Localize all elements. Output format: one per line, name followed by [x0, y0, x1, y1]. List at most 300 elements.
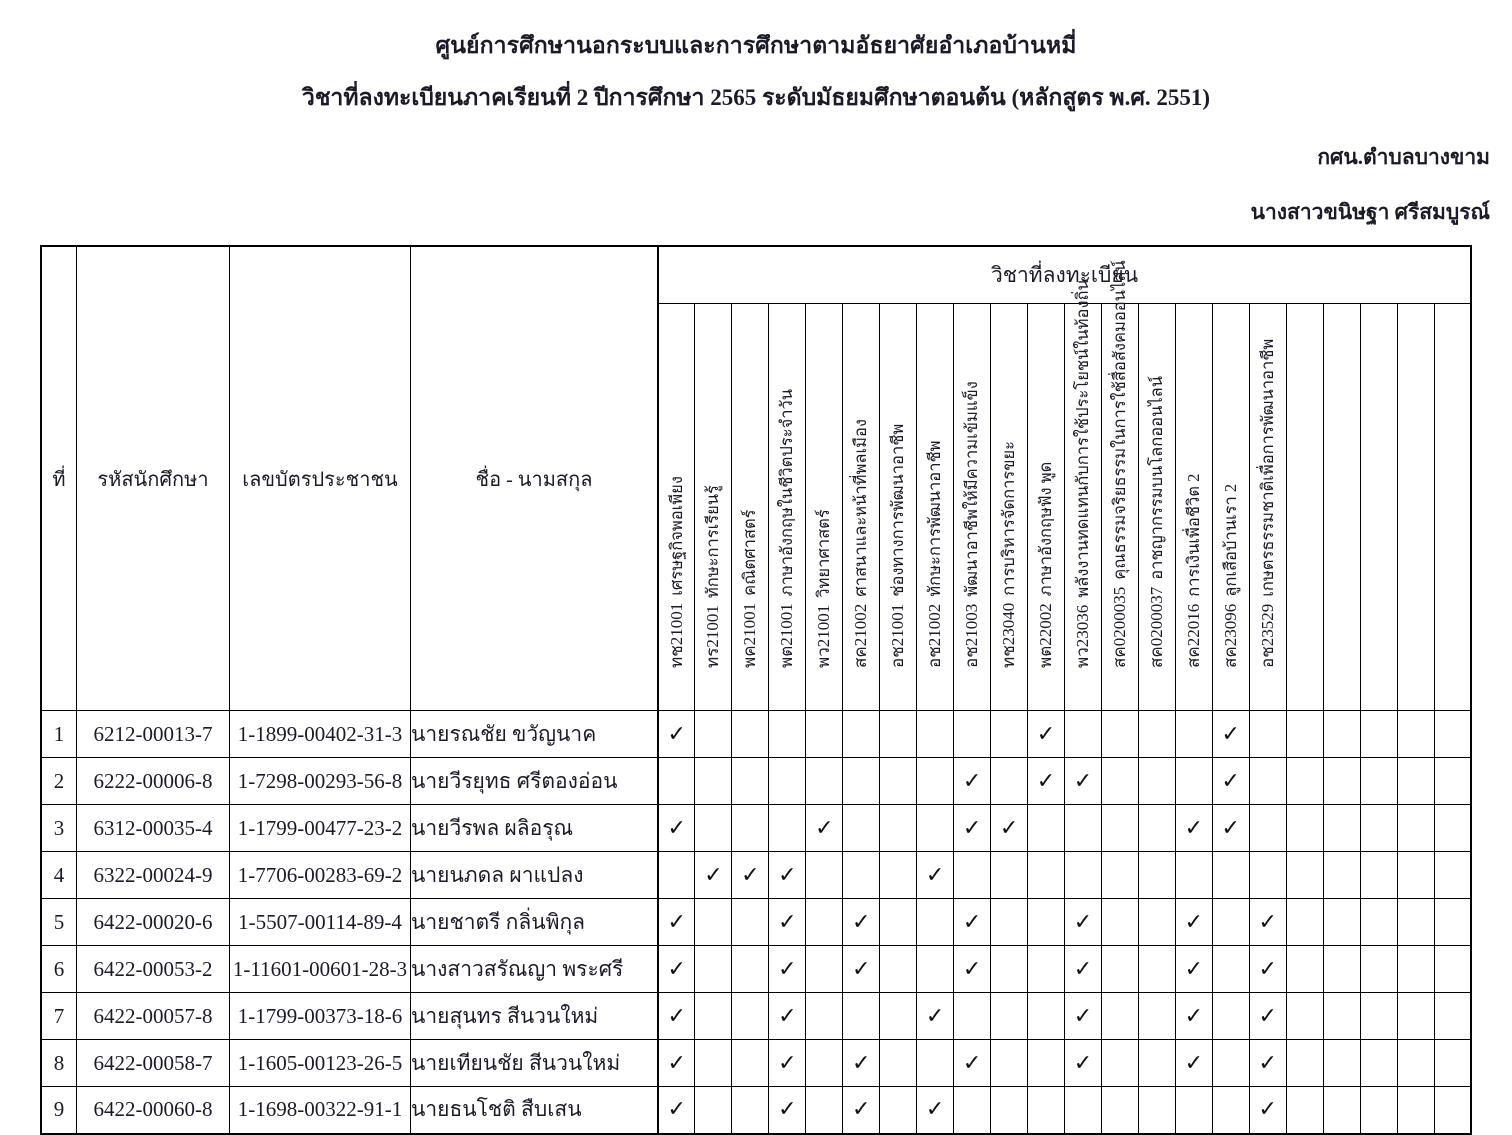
- cell-row-number: 7: [41, 993, 77, 1040]
- cell-subject-check[interactable]: [1028, 711, 1065, 758]
- cell-subject-check[interactable]: [843, 946, 880, 993]
- subject-name: พลังงานทดแทนกับการใช้ประโยชน์ในท้องถิ่น: [1073, 279, 1093, 598]
- cell-full-name: นายนภดล ผาแปลง: [411, 852, 659, 899]
- cell-row-number: 8: [41, 1040, 77, 1087]
- cell-subject-check[interactable]: [954, 852, 991, 899]
- cell-subject-check[interactable]: [769, 852, 806, 899]
- cell-subject-check[interactable]: [991, 899, 1028, 946]
- cell-full-name: นายวีรพล ผลิอรุณ: [411, 805, 659, 852]
- cell-subject-check[interactable]: [732, 711, 769, 758]
- cell-citizen-id: 1-11601-00601-28-3: [230, 946, 411, 993]
- cell-subject-check[interactable]: [1323, 1040, 1360, 1087]
- header-subject-18: [1286, 304, 1323, 711]
- table-row: [41, 899, 1471, 946]
- cell-subject-check[interactable]: [1212, 852, 1249, 899]
- cell-subject-check[interactable]: [732, 852, 769, 899]
- check-icon: ✓: [852, 909, 871, 935]
- table-head: [41, 246, 1471, 711]
- subject-name: เศรษฐกิจพอเพียง: [667, 476, 687, 596]
- cell-subject-check[interactable]: [1175, 993, 1212, 1040]
- cell-subject-check[interactable]: [1249, 899, 1286, 946]
- cell-subject-check[interactable]: [991, 711, 1028, 758]
- cell-subject-check[interactable]: [880, 993, 917, 1040]
- cell-student-id: 6422-00058-7: [77, 1040, 230, 1087]
- subject-name: คณิตศาสตร์: [740, 509, 760, 597]
- cell-subject-check[interactable]: [1064, 993, 1101, 1040]
- cell-subject-check[interactable]: [1028, 993, 1065, 1040]
- cell-subject-check[interactable]: [806, 711, 843, 758]
- page-title: ศูนย์การศึกษานอกระบบและการศึกษาตามอัธยาศัยอำเภอบ้านหมี่: [435, 33, 1077, 58]
- subject-label-rotated: [1065, 264, 1101, 670]
- cell-subject-check[interactable]: [1212, 899, 1249, 946]
- subject-label-rotated: [917, 264, 953, 670]
- cell-subject-check[interactable]: [1028, 805, 1065, 852]
- cell-subject-check[interactable]: [1138, 805, 1175, 852]
- cell-subject-check[interactable]: [991, 946, 1028, 993]
- subject-code: อช21002: [925, 603, 945, 669]
- cell-subject-check[interactable]: [769, 758, 806, 805]
- cell-citizen-id: 1-7706-00283-69-2: [230, 852, 411, 899]
- table-row: [41, 758, 1471, 805]
- cell-subject-check[interactable]: [954, 899, 991, 946]
- subject-label-rotated: [991, 264, 1027, 670]
- cell-subject-check[interactable]: [1360, 852, 1397, 899]
- cell-subject-check[interactable]: [1397, 946, 1434, 993]
- header-student-id: รหัสนักศึกษา: [77, 246, 230, 711]
- cell-citizen-id: 1-1799-00373-18-6: [230, 993, 411, 1040]
- header-subject-1: [658, 304, 695, 711]
- cell-subject-check[interactable]: [1397, 852, 1434, 899]
- cell-subject-check[interactable]: [658, 899, 695, 946]
- cell-subject-check[interactable]: [843, 852, 880, 899]
- cell-subject-check[interactable]: [1434, 852, 1471, 899]
- cell-subject-check[interactable]: [843, 758, 880, 805]
- check-icon: ✓: [852, 1097, 871, 1123]
- cell-subject-check[interactable]: [1360, 711, 1397, 758]
- cell-full-name: นายธนโชติ สืบเสน: [411, 1087, 659, 1134]
- cell-subject-check[interactable]: [769, 805, 806, 852]
- cell-subject-check[interactable]: [1249, 758, 1286, 805]
- cell-citizen-id: 1-1698-00322-91-1: [230, 1087, 411, 1134]
- cell-subject-check[interactable]: [1064, 758, 1101, 805]
- cell-subject-check[interactable]: [1212, 758, 1249, 805]
- header-subject-3: [732, 304, 769, 711]
- header-subject-7: [880, 304, 917, 711]
- cell-subject-check[interactable]: [1175, 805, 1212, 852]
- cell-subject-check[interactable]: [1434, 946, 1471, 993]
- cell-subject-check[interactable]: [1064, 805, 1101, 852]
- cell-subject-check[interactable]: [1397, 758, 1434, 805]
- cell-subject-check[interactable]: [1175, 758, 1212, 805]
- registration-table-wrapper: [0, 245, 1512, 1135]
- cell-subject-check[interactable]: [843, 1040, 880, 1087]
- check-icon: ✓: [1258, 1050, 1277, 1076]
- registration-table: [40, 245, 1472, 1135]
- cell-subject-check[interactable]: [1360, 946, 1397, 993]
- cell-subject-check[interactable]: [1101, 946, 1138, 993]
- header-subject-14: [1138, 304, 1175, 711]
- header-subject-15: [1175, 304, 1212, 711]
- cell-subject-check[interactable]: [1064, 899, 1101, 946]
- cell-subject-check[interactable]: [1175, 711, 1212, 758]
- check-icon: ✓: [1073, 768, 1093, 794]
- subject-code: พค21001: [740, 603, 760, 669]
- cell-full-name: นายวีรยุทธ ศรีตองอ่อน: [411, 758, 659, 805]
- cell-subject-check[interactable]: [1397, 899, 1434, 946]
- subject-code: พว21001: [814, 604, 834, 669]
- cell-subject-check[interactable]: [880, 852, 917, 899]
- table-row: [41, 852, 1471, 899]
- cell-subject-check[interactable]: [1138, 758, 1175, 805]
- subject-label-rotated: [1176, 264, 1212, 670]
- check-icon: ✓: [1258, 1003, 1277, 1029]
- check-icon: ✓: [999, 815, 1019, 841]
- subject-name: คุณธรรมจริยธรรมในการใช้สื่อสังคมออนไลน์: [1110, 260, 1130, 580]
- check-icon: ✓: [778, 909, 797, 935]
- cell-subject-check[interactable]: [1323, 946, 1360, 993]
- header-subject-21: [1397, 304, 1434, 711]
- cell-subject-check[interactable]: [1101, 1040, 1138, 1087]
- check-icon: ✓: [962, 1050, 982, 1076]
- cell-student-id: 6422-00020-6: [77, 899, 230, 946]
- cell-subject-check[interactable]: [695, 758, 732, 805]
- cell-full-name: นางสาวสรัณญา พระศรี: [411, 946, 659, 993]
- cell-subject-check[interactable]: [1323, 711, 1360, 758]
- cell-subject-check[interactable]: [1212, 993, 1249, 1040]
- subject-label-rotated: [1287, 264, 1323, 670]
- check-icon: ✓: [667, 815, 686, 841]
- subject-label-rotated: [1139, 264, 1175, 670]
- cell-subject-check[interactable]: [806, 805, 843, 852]
- header-subject-22: [1434, 304, 1471, 711]
- cell-subject-check[interactable]: [1028, 1040, 1065, 1087]
- cell-subject-check[interactable]: [880, 946, 917, 993]
- cell-subject-check[interactable]: [1064, 711, 1101, 758]
- cell-subject-check[interactable]: [917, 805, 954, 852]
- cell-subject-check[interactable]: [1138, 711, 1175, 758]
- subject-label-rotated: [1361, 264, 1397, 670]
- check-icon: ✓: [1036, 768, 1056, 794]
- cell-subject-check[interactable]: [991, 758, 1028, 805]
- cell-subject-check[interactable]: [1360, 805, 1397, 852]
- check-icon: ✓: [1184, 909, 1204, 935]
- cell-subject-check[interactable]: [1434, 1040, 1471, 1087]
- cell-subject-check[interactable]: [1101, 805, 1138, 852]
- subject-label-rotated: [806, 264, 842, 670]
- subject-label-rotated: [1102, 260, 1138, 670]
- check-icon: ✓: [667, 1050, 686, 1076]
- cell-subject-check[interactable]: [1434, 899, 1471, 946]
- subject-label-rotated: [1398, 264, 1434, 670]
- header-subject-4: [769, 304, 806, 711]
- subject-code: อช21003: [962, 603, 982, 669]
- header-subject-13: [1101, 260, 1138, 711]
- cell-subject-check[interactable]: [1212, 711, 1249, 758]
- subject-label-rotated: [1324, 264, 1360, 670]
- cell-subject-check[interactable]: [843, 711, 880, 758]
- cell-citizen-id: 1-5507-00114-89-4: [230, 899, 411, 946]
- cell-subject-check[interactable]: [732, 1040, 769, 1087]
- cell-student-id: 6422-00053-2: [77, 946, 230, 993]
- cell-subject-check[interactable]: [880, 899, 917, 946]
- check-icon: ✓: [925, 862, 945, 888]
- cell-subject-check[interactable]: [1286, 711, 1323, 758]
- cell-row-number: 3: [41, 805, 77, 852]
- subject-name: ช่องทางการพัฒนาอาชีพ: [888, 423, 908, 597]
- cell-subject-check[interactable]: [658, 946, 695, 993]
- check-icon: ✓: [667, 721, 686, 747]
- cell-citizen-id: 1-1799-00477-23-2: [230, 805, 411, 852]
- cell-subject-check[interactable]: [917, 1040, 954, 1087]
- check-icon: ✓: [667, 909, 686, 935]
- cell-subject-check[interactable]: [1397, 1040, 1434, 1087]
- cell-subject-check[interactable]: [1101, 899, 1138, 946]
- cell-subject-check[interactable]: [1323, 758, 1360, 805]
- cell-row-number: 1: [41, 711, 77, 758]
- cell-subject-check[interactable]: [1397, 711, 1434, 758]
- subject-label-rotated: [732, 264, 768, 670]
- cell-subject-check[interactable]: [1249, 993, 1286, 1040]
- check-icon: ✓: [962, 815, 982, 841]
- cell-subject-check[interactable]: [917, 899, 954, 946]
- cell-subject-check[interactable]: [1249, 805, 1286, 852]
- cell-subject-check[interactable]: [1286, 899, 1323, 946]
- cell-subject-check[interactable]: [1397, 805, 1434, 852]
- header-subject-2: [695, 304, 732, 711]
- cell-subject-check[interactable]: [843, 899, 880, 946]
- cell-subject-check[interactable]: [806, 758, 843, 805]
- cell-subject-check[interactable]: [769, 899, 806, 946]
- cell-subject-check[interactable]: [806, 1040, 843, 1087]
- check-icon: ✓: [1221, 815, 1240, 841]
- cell-subject-check[interactable]: [1286, 852, 1323, 899]
- cell-subject-check[interactable]: [880, 1040, 917, 1087]
- cell-subject-check[interactable]: [732, 946, 769, 993]
- cell-student-id: 6312-00035-4: [77, 805, 230, 852]
- cell-subject-check[interactable]: [917, 993, 954, 1040]
- subject-label-rotated: [954, 264, 990, 670]
- subject-label-rotated: [695, 264, 731, 670]
- cell-subject-check[interactable]: [1138, 899, 1175, 946]
- cell-subject-check[interactable]: [1434, 711, 1471, 758]
- cell-subject-check[interactable]: [658, 1040, 695, 1087]
- subject-name: ทักษะการเรียนรู้: [703, 485, 723, 599]
- cell-subject-check[interactable]: [1286, 1040, 1323, 1087]
- cell-subject-check[interactable]: [1175, 852, 1212, 899]
- cell-subject-check[interactable]: [806, 946, 843, 993]
- cell-subject-check[interactable]: [843, 805, 880, 852]
- cell-subject-check[interactable]: [732, 993, 769, 1040]
- check-icon: ✓: [778, 1003, 797, 1029]
- cell-subject-check[interactable]: [1249, 711, 1286, 758]
- cell-subject-check[interactable]: [1360, 899, 1397, 946]
- cell-subject-check[interactable]: [1286, 805, 1323, 852]
- cell-subject-check[interactable]: [695, 1040, 732, 1087]
- document-header: [0, 0, 1512, 113]
- cell-subject-check[interactable]: [954, 993, 991, 1040]
- cell-subject-check[interactable]: [991, 852, 1028, 899]
- cell-subject-check[interactable]: [917, 711, 954, 758]
- cell-subject-check[interactable]: [1397, 993, 1434, 1040]
- cell-subject-check[interactable]: [695, 852, 732, 899]
- check-icon: ✓: [667, 1097, 686, 1123]
- cell-subject-check[interactable]: [1138, 1040, 1175, 1087]
- teacher-name: นางสาวขนิษฐา ศรีสมบูรณ์: [1250, 200, 1490, 225]
- cell-subject-check[interactable]: [1212, 946, 1249, 993]
- cell-subject-check[interactable]: [991, 805, 1028, 852]
- check-icon: ✓: [778, 862, 797, 888]
- cell-subject-check[interactable]: [1212, 805, 1249, 852]
- cell-subject-check[interactable]: [917, 852, 954, 899]
- cell-subject-check[interactable]: [1175, 899, 1212, 946]
- cell-subject-check[interactable]: [880, 711, 917, 758]
- cell-subject-check[interactable]: [658, 993, 695, 1040]
- cell-subject-check[interactable]: [769, 711, 806, 758]
- subject-name: พัฒนาอาชีพให้มีความเข้มแข็ง: [962, 381, 982, 597]
- cell-subject-check[interactable]: [880, 805, 917, 852]
- cell-subject-check[interactable]: [1286, 758, 1323, 805]
- cell-subject-check[interactable]: [954, 1040, 991, 1087]
- subject-label-rotated: [843, 264, 879, 670]
- page-subtitle: วิชาที่ลงทะเบียนภาคเรียนที่ 2 ปีการศึกษา 2565 ระดับมัธยมศึกษาตอนต้น (หลักสูตร พ.ศ. 2551): [301, 85, 1211, 111]
- subject-label-rotated: [769, 264, 805, 670]
- subject-code: อช23529: [1258, 603, 1277, 669]
- cell-subject-check[interactable]: [991, 993, 1028, 1040]
- check-icon: ✓: [778, 1050, 797, 1076]
- cell-row-number: 6: [41, 946, 77, 993]
- cell-subject-check[interactable]: [917, 946, 954, 993]
- cell-subject-check[interactable]: [1138, 993, 1175, 1040]
- cell-subject-check[interactable]: [732, 805, 769, 852]
- cell-subject-check[interactable]: [1286, 993, 1323, 1040]
- cell-subject-check[interactable]: [695, 805, 732, 852]
- cell-subject-check[interactable]: [954, 711, 991, 758]
- cell-subject-check[interactable]: [732, 758, 769, 805]
- cell-subject-check[interactable]: [1064, 946, 1101, 993]
- cell-subject-check[interactable]: [806, 993, 843, 1040]
- cell-subject-check[interactable]: [1028, 852, 1065, 899]
- cell-subject-check[interactable]: [991, 1040, 1028, 1087]
- subject-label-rotated: [1213, 264, 1249, 670]
- check-icon: ✓: [778, 956, 797, 982]
- cell-subject-check[interactable]: [806, 852, 843, 899]
- cell-subject-check[interactable]: [1323, 899, 1360, 946]
- cell-subject-check[interactable]: [1028, 899, 1065, 946]
- check-icon: ✓: [815, 815, 834, 841]
- cell-subject-check[interactable]: [1434, 758, 1471, 805]
- cell-subject-check[interactable]: [1138, 946, 1175, 993]
- cell-subject-check[interactable]: [1249, 852, 1286, 899]
- cell-subject-check[interactable]: [954, 805, 991, 852]
- cell-full-name: นายชาตรี กลิ่นพิกุล: [411, 899, 659, 946]
- cell-subject-check[interactable]: [1323, 993, 1360, 1040]
- subject-label-rotated: [880, 264, 916, 670]
- cell-subject-check[interactable]: [1101, 711, 1138, 758]
- cell-subject-check[interactable]: [1028, 946, 1065, 993]
- cell-subject-check[interactable]: [769, 946, 806, 993]
- cell-subject-check[interactable]: [1028, 758, 1065, 805]
- cell-subject-check[interactable]: [1175, 1040, 1212, 1087]
- cell-full-name: นายสุนทร สีนวนใหม่: [411, 993, 659, 1040]
- cell-subject-check[interactable]: [695, 993, 732, 1040]
- check-icon: ✓: [1258, 956, 1277, 982]
- cell-subject-check[interactable]: [769, 1040, 806, 1087]
- cell-subject-check[interactable]: [1101, 852, 1138, 899]
- check-icon: ✓: [1258, 1097, 1277, 1123]
- cell-subject-check[interactable]: [658, 805, 695, 852]
- cell-student-id: 6422-00060-8: [77, 1087, 230, 1134]
- cell-subject-check[interactable]: [1360, 1040, 1397, 1087]
- header-subject-16: [1212, 304, 1249, 711]
- cell-full-name: นายรณชัย ขวัญนาค: [411, 711, 659, 758]
- cell-subject-check[interactable]: [695, 946, 732, 993]
- cell-subject-check[interactable]: [1212, 1040, 1249, 1087]
- cell-subject-check[interactable]: [1101, 758, 1138, 805]
- cell-citizen-id: 1-7298-00293-56-8: [230, 758, 411, 805]
- center-name: กศน.ตำบลบางขาม: [1317, 145, 1490, 170]
- check-icon: ✓: [1073, 1003, 1093, 1029]
- cell-subject-check[interactable]: [1064, 1040, 1101, 1087]
- cell-subject-check[interactable]: [917, 758, 954, 805]
- cell-subject-check[interactable]: [843, 993, 880, 1040]
- cell-subject-check[interactable]: [954, 946, 991, 993]
- cell-subject-check[interactable]: [1249, 1040, 1286, 1087]
- cell-subject-check[interactable]: [1064, 852, 1101, 899]
- cell-subject-check[interactable]: [1101, 993, 1138, 1040]
- cell-subject-check[interactable]: [658, 852, 695, 899]
- cell-subject-check[interactable]: [1323, 852, 1360, 899]
- cell-subject-check[interactable]: [1138, 852, 1175, 899]
- cell-subject-check[interactable]: [1286, 946, 1323, 993]
- cell-subject-check[interactable]: [658, 711, 695, 758]
- cell-subject-check[interactable]: [732, 899, 769, 946]
- cell-subject-check[interactable]: [1360, 758, 1397, 805]
- cell-subject-check[interactable]: [658, 758, 695, 805]
- table-row: [41, 946, 1471, 993]
- cell-subject-check[interactable]: [1360, 993, 1397, 1040]
- header-subject-10: [991, 304, 1028, 711]
- cell-student-id: 6222-00006-8: [77, 758, 230, 805]
- header-subject-9: [954, 304, 991, 711]
- cell-subject-check[interactable]: [806, 899, 843, 946]
- cell-full-name: นายเทียนชัย สีนวนใหม่: [411, 1040, 659, 1087]
- cell-subject-check[interactable]: [695, 899, 732, 946]
- cell-subject-check[interactable]: [695, 711, 732, 758]
- cell-subject-check[interactable]: [769, 993, 806, 1040]
- check-icon: ✓: [1184, 815, 1204, 841]
- header-citizen-id: เลขบัตรประชาชน: [230, 246, 411, 711]
- cell-row-number: 4: [41, 852, 77, 899]
- subject-name: อาชญากรรมบนโลกออนไลน์: [1147, 376, 1167, 580]
- subject-name: ลูกเสือบ้านเรา 2: [1221, 483, 1241, 597]
- check-icon: ✓: [962, 768, 982, 794]
- cell-subject-check[interactable]: [1249, 946, 1286, 993]
- table-row: [41, 993, 1471, 1040]
- cell-subject-check[interactable]: [1175, 946, 1212, 993]
- cell-subject-check[interactable]: [1434, 993, 1471, 1040]
- cell-subject-check[interactable]: [954, 758, 991, 805]
- subject-code: สค0200037: [1147, 586, 1167, 669]
- cell-subject-check[interactable]: [880, 758, 917, 805]
- header-subject-6: [843, 304, 880, 711]
- header-subject-11: [1028, 304, 1065, 711]
- header-no: ที่: [41, 246, 77, 711]
- subject-code: พต22002: [1036, 603, 1056, 669]
- table-head-row-group: [41, 246, 1471, 304]
- cell-subject-check[interactable]: [1323, 805, 1360, 852]
- cell-subject-check[interactable]: [1434, 805, 1471, 852]
- check-icon: ✓: [1036, 721, 1056, 747]
